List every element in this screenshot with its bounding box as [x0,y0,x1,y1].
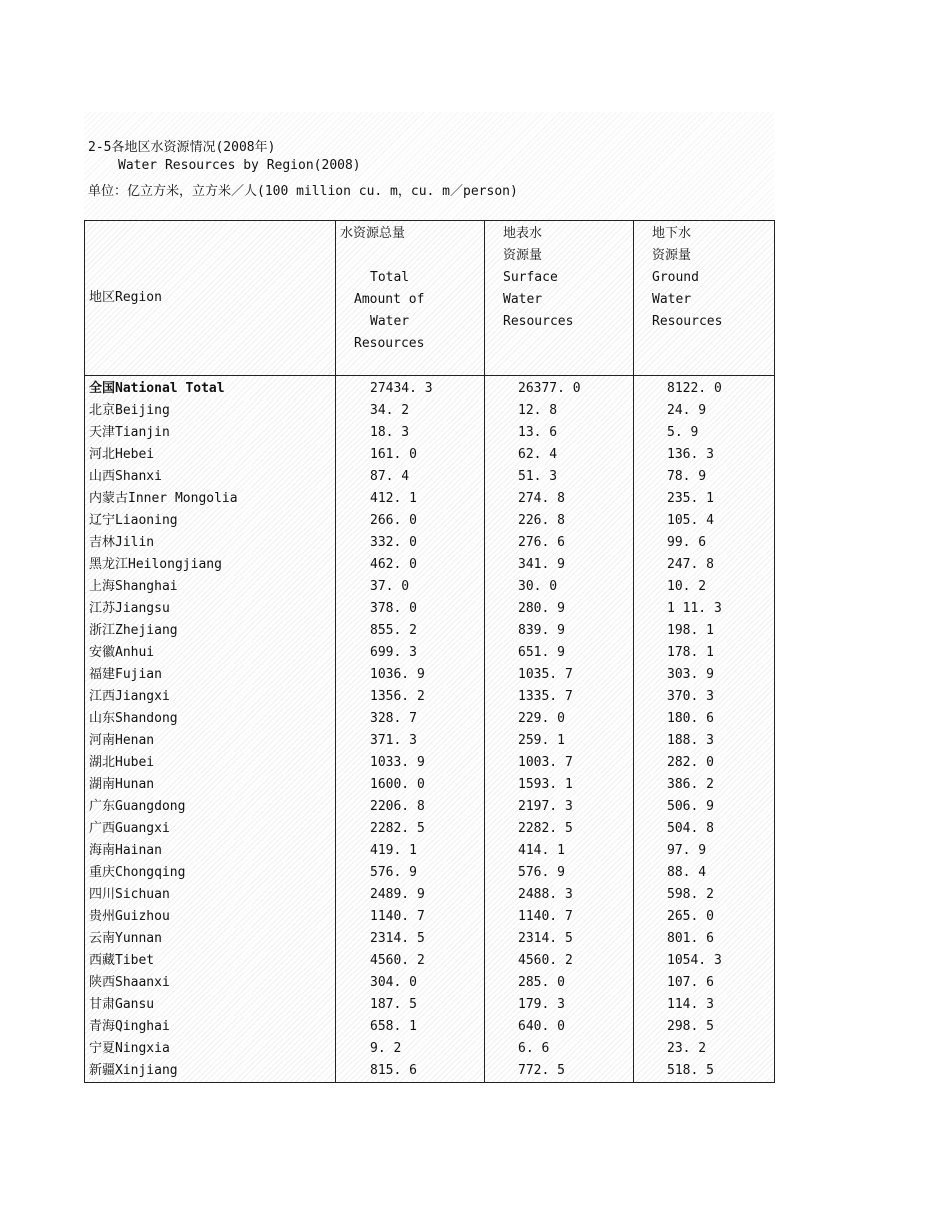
region-cell: 福建Fujian [85,664,336,686]
header-surface: 地表水 资源量 Surface Water Resources [485,221,634,376]
header-row [85,221,775,376]
table-row [85,598,775,620]
table-row [85,1038,775,1060]
ground-cell: 136. 3 [634,444,775,466]
ground-cell: 8122. 0 [634,376,775,401]
ground-cell: 303. 9 [634,664,775,686]
region-cell: 广西Guangxi [85,818,336,840]
region-cell: 新疆Xinjiang [85,1060,336,1083]
surface-cell: 229. 0 [485,708,634,730]
region-cell: 浙江Zhejiang [85,620,336,642]
total-cell: 576. 9 [336,862,485,884]
table-title-en: Water Resources by Region(2008) [118,158,361,173]
table-row [85,818,775,840]
region-cell: 宁夏Ningxia [85,1038,336,1060]
ground-cell: 105. 4 [634,510,775,532]
table-row [85,906,775,928]
region-cell: 河北Hebei [85,444,336,466]
surface-cell: 30. 0 [485,576,634,598]
table-row [85,532,775,554]
ground-cell: 198. 1 [634,620,775,642]
table-row [85,928,775,950]
table-row [85,774,775,796]
header-total: 水资源总量 Total Amount of Water Resources [336,221,485,376]
total-cell: 815. 6 [336,1060,485,1083]
ground-cell: 282. 0 [634,752,775,774]
ground-cell: 265. 0 [634,906,775,928]
region-cell: 甘肃Gansu [85,994,336,1016]
total-cell: 412. 1 [336,488,485,510]
ground-cell: 107. 6 [634,972,775,994]
table-row [85,708,775,730]
total-cell: 266. 0 [336,510,485,532]
total-cell: 2314. 5 [336,928,485,950]
total-cell: 328. 7 [336,708,485,730]
region-cell: 广东Guangdong [85,796,336,818]
table-row-total [85,376,775,401]
region-cell: 重庆Chongqing [85,862,336,884]
total-cell: 332. 0 [336,532,485,554]
table-row [85,752,775,774]
total-cell: 371. 3 [336,730,485,752]
ground-cell: 1 11. 3 [634,598,775,620]
ground-cell: 247. 8 [634,554,775,576]
surface-cell: 1003. 7 [485,752,634,774]
region-cell: 贵州Guizhou [85,906,336,928]
ground-cell: 235. 1 [634,488,775,510]
surface-cell: 179. 3 [485,994,634,1016]
region-cell: 安徽Anhui [85,642,336,664]
surface-cell: 2488. 3 [485,884,634,906]
ground-cell: 298. 5 [634,1016,775,1038]
ground-cell: 801. 6 [634,928,775,950]
surface-cell: 839. 9 [485,620,634,642]
surface-cell: 6. 6 [485,1038,634,1060]
total-cell: 1033. 9 [336,752,485,774]
surface-cell: 1035. 7 [485,664,634,686]
total-cell: 462. 0 [336,554,485,576]
table-row [85,730,775,752]
region-cell: 北京Beijing [85,400,336,422]
total-cell: 378. 0 [336,598,485,620]
table-row [85,1060,775,1083]
ground-cell: 88. 4 [634,862,775,884]
total-cell: 1600. 0 [336,774,485,796]
surface-cell: 341. 9 [485,554,634,576]
total-cell: 855. 2 [336,620,485,642]
surface-cell: 576. 9 [485,862,634,884]
total-cell: 658. 1 [336,1016,485,1038]
total-cell: 304. 0 [336,972,485,994]
header-region: 地区Region [85,221,336,376]
total-cell: 27434. 3 [336,376,485,401]
region-cell: 内蒙古Inner Mongolia [85,488,336,510]
title-block [84,112,774,220]
total-cell: 699. 3 [336,642,485,664]
ground-cell: 506. 9 [634,796,775,818]
total-cell: 18. 3 [336,422,485,444]
ground-cell: 518. 5 [634,1060,775,1083]
region-cell: 青海Qinghai [85,1016,336,1038]
region-cell: 湖北Hubei [85,752,336,774]
table-row [85,796,775,818]
total-cell: 187. 5 [336,994,485,1016]
total-cell: 2282. 5 [336,818,485,840]
table-row [85,488,775,510]
ground-cell: 598. 2 [634,884,775,906]
table-row [85,510,775,532]
table-title-cn: 2-5各地区水资源情况(2008年) [88,140,276,155]
table-row [85,444,775,466]
table-row [85,862,775,884]
unit-note: 单位：亿立方米，立方米／人(100 million cu. m，cu. m／person) [88,184,518,199]
total-cell: 37. 0 [336,576,485,598]
surface-cell: 651. 9 [485,642,634,664]
region-cell: 西藏Tibet [85,950,336,972]
surface-cell: 640. 0 [485,1016,634,1038]
region-cell: 辽宁Liaoning [85,510,336,532]
surface-cell: 2314. 5 [485,928,634,950]
region-cell: 江西Jiangxi [85,686,336,708]
ground-cell: 188. 3 [634,730,775,752]
region-cell: 山东Shandong [85,708,336,730]
surface-cell: 1140. 7 [485,906,634,928]
surface-cell: 62. 4 [485,444,634,466]
region-cell: 山西Shanxi [85,466,336,488]
ground-cell: 178. 1 [634,642,775,664]
table-body [85,376,775,1083]
region-cell: 江苏Jiangsu [85,598,336,620]
ground-cell: 180. 6 [634,708,775,730]
region-cell: 吉林Jilin [85,532,336,554]
table-row [85,1016,775,1038]
total-cell: 2206. 8 [336,796,485,818]
surface-cell: 2282. 5 [485,818,634,840]
water-resources-table [84,220,775,1083]
table-row [85,554,775,576]
region-cell: 陕西Shaanxi [85,972,336,994]
total-cell: 161. 0 [336,444,485,466]
surface-cell: 274. 8 [485,488,634,510]
surface-cell: 4560. 2 [485,950,634,972]
surface-cell: 51. 3 [485,466,634,488]
surface-cell: 772. 5 [485,1060,634,1083]
table-row [85,400,775,422]
ground-cell: 23. 2 [634,1038,775,1060]
ground-cell: 504. 8 [634,818,775,840]
region-cell: 黑龙江Heilongjiang [85,554,336,576]
table-row [85,620,775,642]
surface-cell: 12. 8 [485,400,634,422]
table-row [85,664,775,686]
region-cell: 海南Hainan [85,840,336,862]
table-row [85,466,775,488]
region-cell: 全国National Total [85,376,336,401]
ground-cell: 5. 9 [634,422,775,444]
ground-cell: 386. 2 [634,774,775,796]
table-row [85,576,775,598]
region-cell: 四川Sichuan [85,884,336,906]
ground-cell: 78. 9 [634,466,775,488]
table-row [85,642,775,664]
ground-cell: 10. 2 [634,576,775,598]
surface-cell: 226. 8 [485,510,634,532]
ground-cell: 370. 3 [634,686,775,708]
surface-cell: 414. 1 [485,840,634,862]
region-cell: 上海Shanghai [85,576,336,598]
table-row [85,884,775,906]
total-cell: 1356. 2 [336,686,485,708]
region-cell: 河南Henan [85,730,336,752]
ground-cell: 99. 6 [634,532,775,554]
surface-cell: 280. 9 [485,598,634,620]
table-row [85,972,775,994]
surface-cell: 1593. 1 [485,774,634,796]
total-cell: 34. 2 [336,400,485,422]
surface-cell: 26377. 0 [485,376,634,401]
total-cell: 1140. 7 [336,906,485,928]
table-row [85,950,775,972]
total-cell: 4560. 2 [336,950,485,972]
table-row [85,686,775,708]
total-cell: 2489. 9 [336,884,485,906]
total-cell: 87. 4 [336,466,485,488]
spreadsheet [84,112,774,1083]
surface-cell: 276. 6 [485,532,634,554]
table-row [85,422,775,444]
surface-cell: 285. 0 [485,972,634,994]
ground-cell: 97. 9 [634,840,775,862]
surface-cell: 2197. 3 [485,796,634,818]
surface-cell: 259. 1 [485,730,634,752]
surface-cell: 1335. 7 [485,686,634,708]
surface-cell: 13. 6 [485,422,634,444]
table-row [85,994,775,1016]
table-row [85,840,775,862]
ground-cell: 114. 3 [634,994,775,1016]
total-cell: 9. 2 [336,1038,485,1060]
region-cell: 天津Tianjin [85,422,336,444]
header-ground: 地下水 资源量 Ground Water Resources [634,221,775,376]
ground-cell: 24. 9 [634,400,775,422]
total-cell: 1036. 9 [336,664,485,686]
region-cell: 湖南Hunan [85,774,336,796]
region-cell: 云南Yunnan [85,928,336,950]
total-cell: 419. 1 [336,840,485,862]
ground-cell: 1054. 3 [634,950,775,972]
